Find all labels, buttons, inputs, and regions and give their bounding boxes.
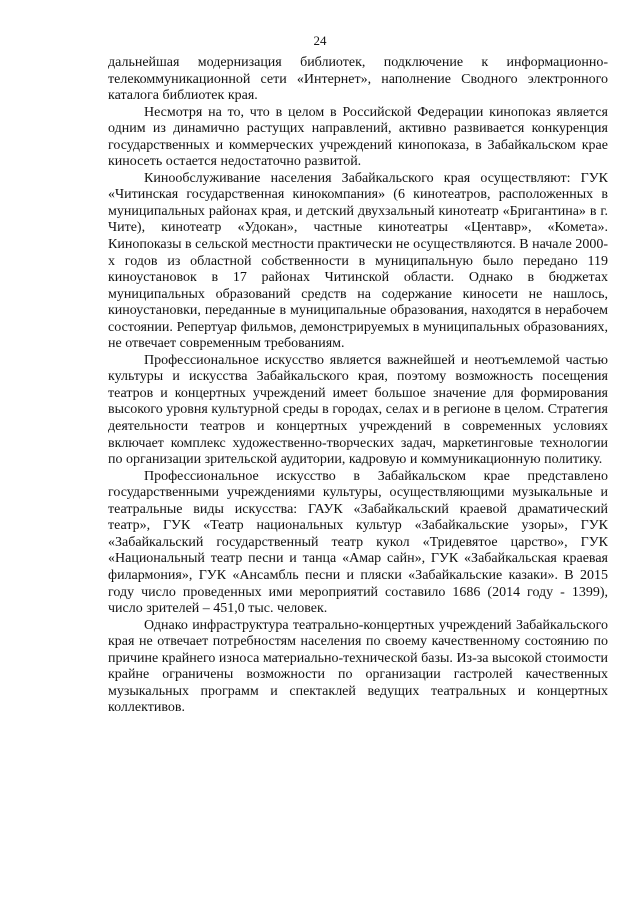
paragraph-infrastructure: Однако инфраструктура театрально-концертных учреждений Забайкальского края не отвечает потребностям населения по своему качественному состоянию по причине крайнего износа материально-технической базы. Из-за высокой стоимости крайне ограничены возможности по организации гастролей качественных музыкальных программ и спектаклей ведущих театральных и концертных коллективов. xyxy=(108,617,608,716)
paragraph-professional-art: Профессиональное искусство является важнейшей и неотъемлемой частью культуры и искусства Забайкальского края, поэтому возможность посещения театров и концертных учреждений имеет большое значение для формирования высокого уровня культурной среды в городах, селах и в регионе в целом. Стратегия деятельности театров и концертных учреждений в современных условиях включает комплекс художественно-творческих задач, маркетинговые технологии по организации зрительской аудитории, кадровую и коммуникационную политику. xyxy=(108,352,608,468)
paragraph-cinema-network: Несмотря на то, что в целом в Российской Федерации кинопоказ является одним из динамично растущих направлений, активно развивается конкуренция государственных и коммерческих учреждений кинопоказа, в Забайкальском крае киносеть остается недостаточно развитой. xyxy=(108,104,608,170)
paragraph-library-modernization: дальнейшая модернизация библиотек, подключение к информационно-телекоммуникационной сети «Интернет», наполнение Сводного электронного каталога библиотек края. xyxy=(108,55,608,104)
paragraph-cinema-service: Кинообслуживание населения Забайкальского края осуществляют: ГУК «Читинская государственная кинокомпания» (6 кинотеатров, расположенных в муниципальных районах края, и детский двухзальный кинотеатр «Бригантина» в г. Чите), кинотеатр «Удокан», частные кинотеатры «Центавр», «Комета». Кинопоказы в сельской местности практически не осуществляются. В начале 2000-х годов из областной собственности в муниципальную было передано 119 киноустановок в 17 районах Читинской области. Однако в бюджетах муниципальных образований средств на содержание киносети не нашлось, киноустановки, переданные в муниципальные образования, находятся в нерабочем состоянии. Репертуар фильмов, демонстрируемых в муниципальных образованиях, не отвечает современным требованиям. xyxy=(108,170,608,352)
page-number: 24 xyxy=(313,33,327,48)
paragraph-state-institutions: Профессиональное искусство в Забайкальском крае представлено государственными учреждениями культуры, осуществляющими музыкальные и театральные виды искусства: ГАУК «Забайкальский краевой драматический театр», ГУК «Театр национальных культур «Забайкальские узоры», ГУК «Забайкальский государственный театр кукол «Тридевятое царство», ГУК «Национальный театр песни и танца «Амар сайн», ГУК «Забайкальская краевая филармония», ГУК «Ансамбль песни и пляски «Забайкальские казаки». В 2015 году число проведенных ими мероприятий составило 1686 (2014 году - 1399), число зрителей – 451,0 тыс. человек. xyxy=(108,468,608,617)
page-body xyxy=(108,55,608,717)
